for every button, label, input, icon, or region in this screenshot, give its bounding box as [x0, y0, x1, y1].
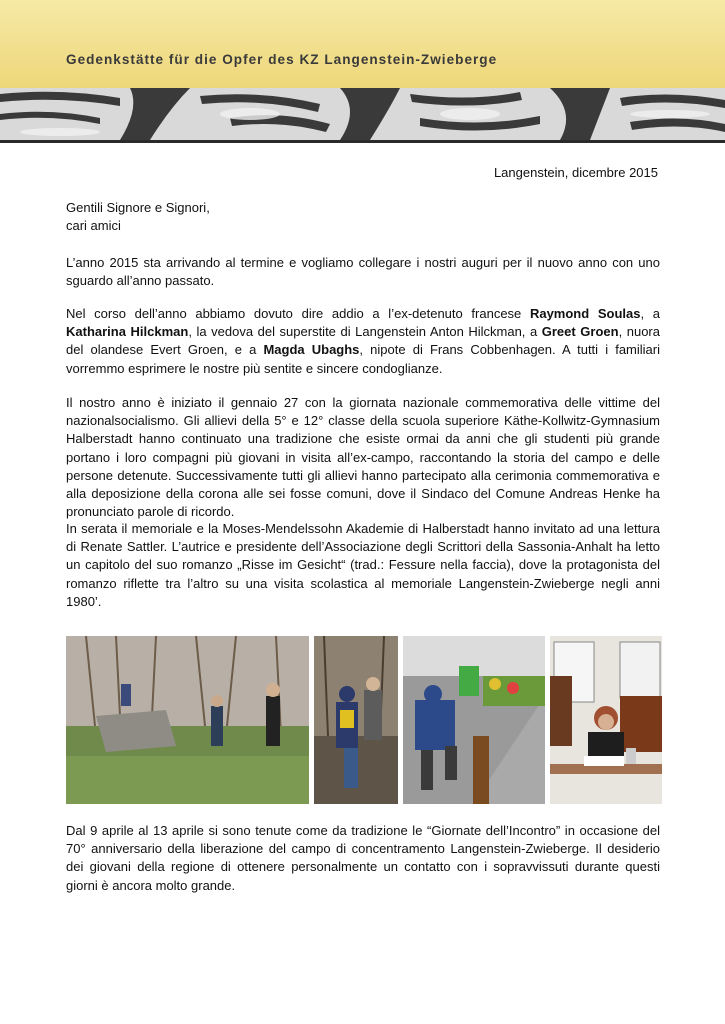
april-paragraph: Dal 9 aprile al 13 aprile si sono tenute come da tradizione le “Giornate dell’Incontro” in occasione del 70° anniversario della liberazione del campo di concentramento Langenstein-Zwieberge. Il desiderio dei giovani della regione di ottenere personalmente un contatto con i sopravvissuti durante questi giorni è ancora molto grande.: [66, 823, 660, 893]
name-katharina-hilckman: Katharina Hilckman: [66, 324, 189, 340]
header-band: [0, 0, 725, 88]
name-magda-ubaghs: Magda Ubaghs: [263, 342, 360, 358]
condolences-text: , la vedova del superstite di Langenstein Anton Hilckman, a: [188, 324, 542, 340]
date-line: Langenstein, dicembre 2015: [493, 165, 658, 180]
salutation-line-1: Gentili Signore e Signori,: [66, 200, 210, 215]
intro-paragraph: L’anno 2015 sta arrivando al termine e vogliamo collegare i nostri auguri per il nuovo anno con uno sguardo all’anno passato.: [66, 255, 660, 289]
january-paragraph: Il nostro anno è iniziato il gennaio 27 con la giornata nazionale commemorativa delle vittime del nazionalsocialismo. Gli allievi della 5° e 12° classe della scuola superiore Käthe-Kollwitz-Gymnasium Halberstadt hanno continuato una tradizione che esiste ormai da anni che gli studenti più grande portano i loro compagni più giovani in visita all’ex-campo, raccontando la storia del campo e delle persone detenute. Successivamente tutti gli allievi hanno partecipato alla cerimonia commemorativa e alla deposizione della corona alle sei fosse comuni, dove il Sindaco del Comune Andreas Henke ha pronunciato parole di ricordo.: [66, 395, 660, 520]
name-raymond-soulas: Raymond Soulas: [529, 306, 641, 321]
condolences-text: , nuora del olandese Evert Groen, e a: [66, 324, 660, 358]
photo-author-reading: [550, 636, 662, 804]
condolences-paragraph: [66, 305, 660, 378]
condolences-text: , a: [640, 306, 660, 321]
salutation-line-2: cari amici: [66, 218, 121, 234]
salutation: [66, 199, 660, 235]
photo-strip: [66, 636, 662, 804]
photo-students-at-memorial-stone: [66, 636, 309, 804]
header-title: Gedenkstätte für die Opfer des KZ Langenstein-Zwieberge: [66, 52, 498, 67]
header-rule: [0, 140, 725, 143]
name-greet-groen: Greet Groen: [541, 324, 619, 340]
banner-image: [0, 88, 725, 140]
condolences-text: Nel corso dell’anno abbiamo dovuto dire addio a l’ex-detenuto francese: [66, 306, 530, 321]
evening-paragraph: In serata il memoriale e la Moses-Mendelssohn Akademie di Halberstadt hanno invitato ad una lettura di Renate Sattler. L’autrice e presidente dell’Associazione degli Scrittori della Sassonia-Anhalt ha letto un capitolo del suo romanzo „Risse im Gesicht“ (trad.: Fessure nella faccia), dove la protagonista del romanzo riflette tra l’altro su una visita scolastica al memoriale Langenstein-Zwieberge negli anni 1980’.: [66, 521, 660, 609]
photo-two-students-reading: [314, 636, 398, 804]
condolences-text: , nipote di Frans Cobbenhagen. A tutti i familiari vorremmo esprimere le nostre più sentite e sincere condoglianze.: [66, 342, 660, 376]
photo-student-placing-flowers: [403, 636, 545, 804]
